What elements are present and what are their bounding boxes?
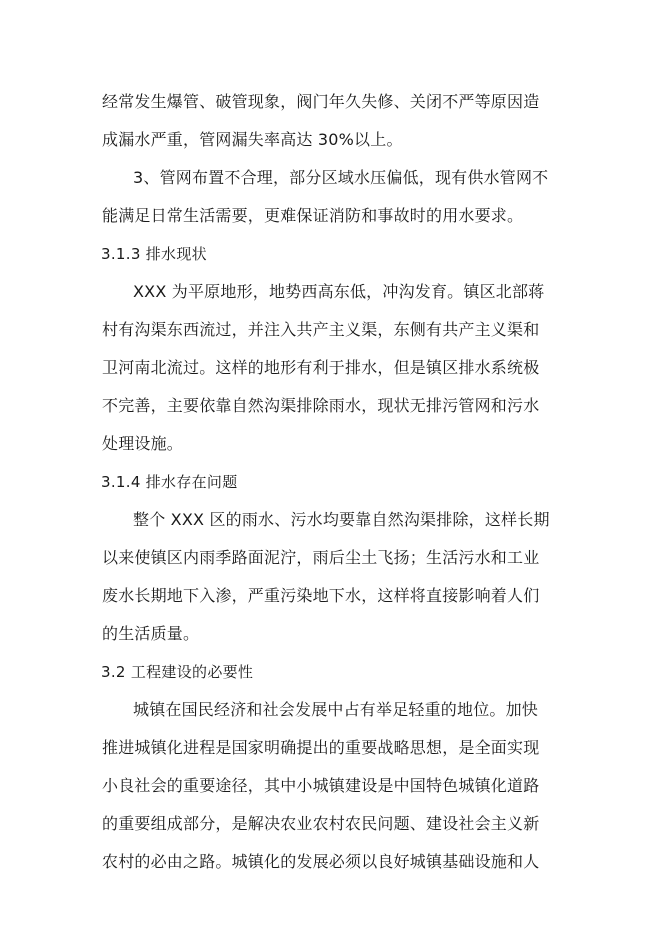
text-line: 整个 XXX 区的雨水、污水均要靠自然沟渠排除，这样长期 [133, 510, 550, 529]
text-line: 3、管网布置不合理，部分区域水压偏低，现有供水管网不 [133, 168, 549, 187]
text-line: 能满足日常生活需要，更难保证消防和事故时的用水要求。 [102, 206, 524, 225]
text-line: 的重要组成部分，是解决农业农村农民问题、建设社会主义新 [102, 814, 540, 833]
text-line: 农村的必由之路。城镇化的发展必须以良好城镇基础设施和人 [102, 852, 540, 871]
text-line: 村有沟渠东西流过，并注入共产主义渠，东侧有共产主义渠和 [102, 320, 540, 339]
text-line: 经常发生爆管、破管现象，阀门年久失修、关闭不严等原因造 [102, 92, 540, 111]
section-heading: 3.1.3 排水现状 [101, 245, 207, 263]
text-line: 卫河南北流过。这样的地形有利于排水，但是镇区排水系统极 [102, 358, 540, 377]
text-line: 废水长期地下入渗，严重污染地下水，这样将直接影响着人们 [102, 586, 540, 605]
text-line: 不完善，主要依靠自然沟渠排除雨水，现状无排污管网和污水 [102, 396, 540, 415]
section-heading: 3.1.4 排水存在问题 [101, 473, 238, 491]
text-line: 小良社会的重要途径，其中小城镇建设是中国特色城镇化道路 [102, 776, 540, 795]
section-heading: 3.2 工程建设的必要性 [101, 663, 254, 681]
text-line: 成漏水严重，管网漏失率高达 30%以上。 [102, 130, 403, 149]
text-line: 城镇在国民经济和社会发展中占有举足轻重的地位。加快 [133, 700, 539, 719]
text-line: 推进城镇化进程是国家明确提出的重要战略思想，是全面实现 [102, 738, 540, 757]
text-line: 的生活质量。 [102, 624, 200, 643]
text-line: XXX 为平原地形，地势西高东低，冲沟发育。镇区北部蒋 [133, 282, 545, 301]
text-line: 以来使镇区内雨季路面泥泞，雨后尘土飞扬；生活污水和工业 [102, 548, 540, 567]
text-line: 处理设施。 [102, 434, 184, 453]
